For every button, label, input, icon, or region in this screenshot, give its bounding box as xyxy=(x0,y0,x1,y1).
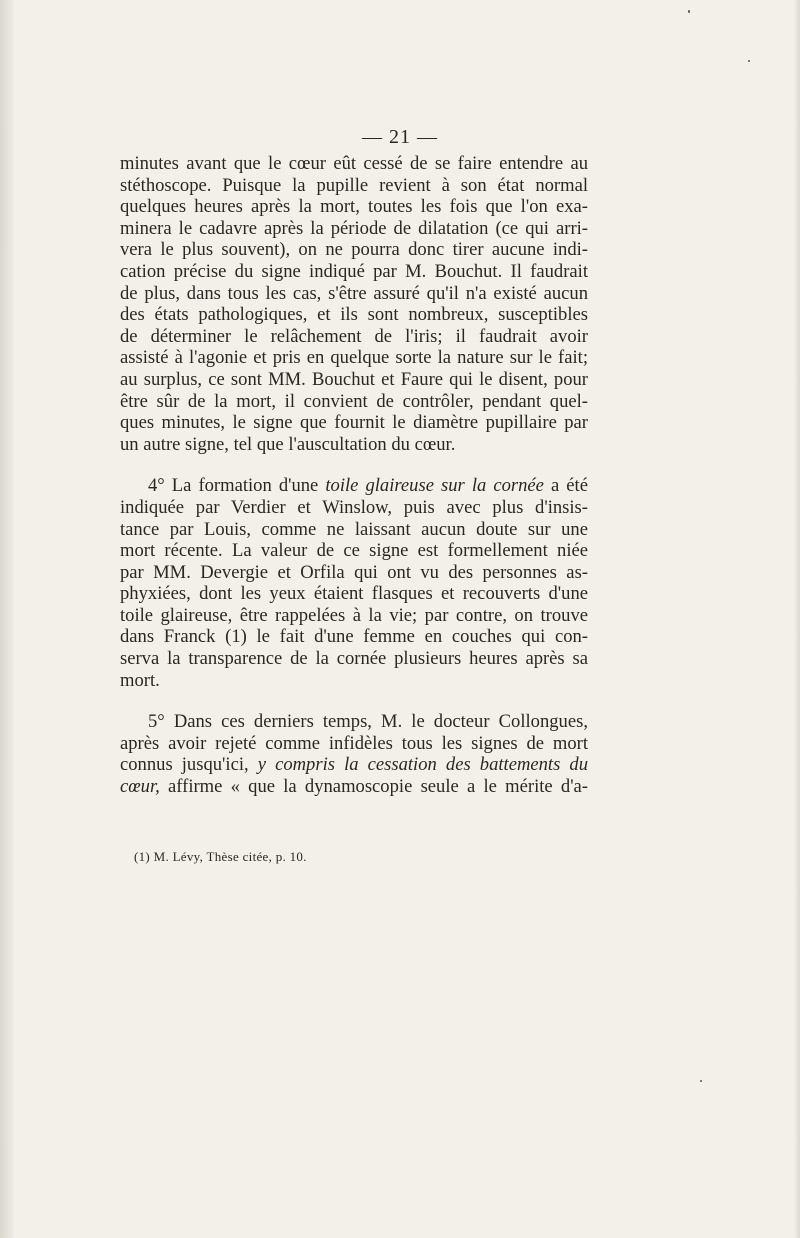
text-run: 4° La formation d'une xyxy=(148,475,326,497)
text-line: ques minutes, le signe que fournit le diamètre pupillaire par xyxy=(120,412,588,434)
text-line: minera le cadavre après la période de dilatation (ce qui arri- xyxy=(120,217,588,239)
italic-term: toile glaireuse sur la cornée xyxy=(325,475,544,497)
paper-speck xyxy=(700,1080,702,1082)
text-line: de plus, dans tous les cas, s'être assuré qu'il n'a existé aucun xyxy=(120,282,588,304)
paper-speck xyxy=(748,60,750,62)
text-run: a été xyxy=(543,475,588,497)
text-line: vera le plus souvent), on ne pourra donc tirer aucune indi- xyxy=(120,239,588,261)
paper-speck xyxy=(688,10,690,13)
footnote-text: (1) M. Lévy, Thèse citée, p. 10. xyxy=(134,849,307,864)
text-line: après avoir rejeté comme infidèles tous les signes de mort xyxy=(120,732,588,754)
text-line: au surplus, ce sont MM. Bouchut et Faure qui le disent, pour xyxy=(120,368,588,390)
text-line: stéthoscope. Puisque la pupille revient à son état normal xyxy=(120,174,588,196)
body-text xyxy=(120,153,588,798)
text-line: toile glaireuse, être rappelées à la vie; par contre, on trouve xyxy=(120,604,588,626)
text-line: quelques heures après la mort, toutes les fois que l'on exa- xyxy=(120,196,588,218)
text-line: phyxiées, dont les yeux étaient flasques et recouverts d'une xyxy=(120,583,588,605)
text-line xyxy=(120,776,588,798)
text-line: minutes avant que le cœur eût cessé de se faire entendre au xyxy=(120,153,588,174)
page-number: — 21 — xyxy=(362,126,438,148)
text-line: 5° Dans ces derniers temps, M. le docteur Collongues, xyxy=(148,711,588,733)
italic-phrase: cœur, xyxy=(120,776,160,798)
text-line: un autre signe, tel que l'auscultation du cœur. xyxy=(120,433,456,455)
text-line: être sûr de la mort, il convient de contrôler, pendant quel- xyxy=(120,390,588,412)
italic-phrase: y compris la cessation des battements du xyxy=(257,754,589,776)
text-line: tance par Louis, comme ne laissant aucun doute sur une xyxy=(120,518,588,540)
paragraph-2 xyxy=(120,475,588,691)
paragraph-1 xyxy=(120,153,588,455)
text-line: par MM. Devergie et Orfila qui ont vu des personnes as- xyxy=(120,561,588,583)
page-left-edge xyxy=(0,0,14,1238)
text-line: serva la transparence de la cornée plusieurs heures après sa xyxy=(120,648,588,670)
text-line: indiquée par Verdier et Winslow, puis avec plus d'insis- xyxy=(120,496,588,518)
text-line: cation précise du signe indiqué par M. Bouchut. Il faudrait xyxy=(120,260,588,282)
text-line: mort. xyxy=(120,669,160,691)
page-right-edge xyxy=(794,0,800,1238)
paragraph-3 xyxy=(120,711,588,797)
text-line: mort récente. La valeur de ce signe est formellement niée xyxy=(120,540,588,562)
footnote xyxy=(134,849,307,865)
text-run: affirme « que la dynamoscopie seule a le mérite d'a- xyxy=(159,776,588,798)
text-run: connus jusqu'ici, xyxy=(120,754,258,776)
text-line: de déterminer le relâchement de l'iris; il faudrait avoir xyxy=(120,325,588,347)
text-line: des états pathologiques, et ils sont nombreux, susceptibles xyxy=(120,304,588,326)
text-line xyxy=(120,475,588,497)
text-line: assisté à l'agonie et pris en quelque sorte la nature sur le fait; xyxy=(120,347,588,369)
text-line: dans Franck (1) le fait d'une femme en couches qui con- xyxy=(120,626,588,648)
text-line xyxy=(120,754,588,776)
